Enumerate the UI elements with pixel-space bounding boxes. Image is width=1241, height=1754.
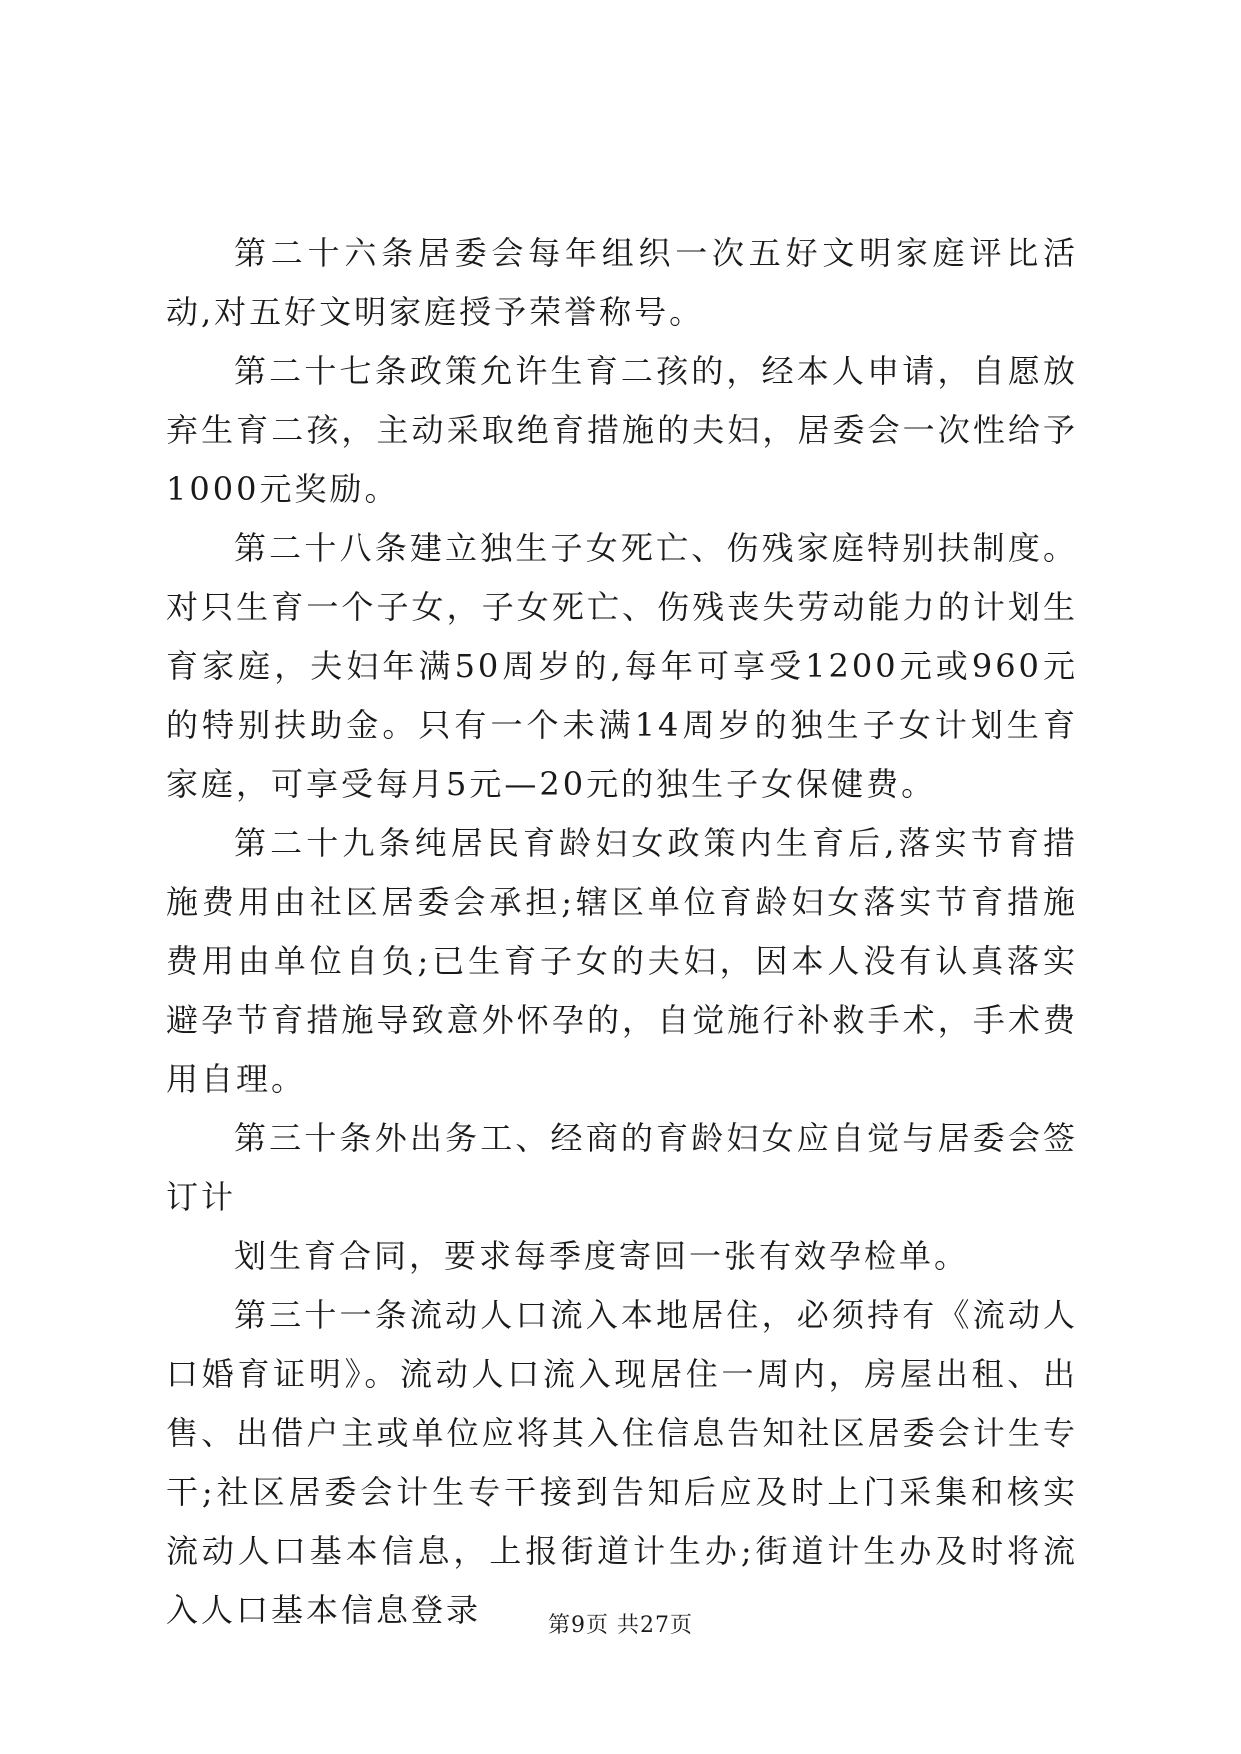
article-30-first-line: 第三十条外出务工、经商的育龄妇女应自觉与居委会签订计: [166, 1119, 1078, 1216]
article-26-paragraph: 第二十六条居委会每年组织一次五好文明家庭评比活动,对五好文明家庭授予荣誉称号。: [166, 234, 1078, 331]
article-30-paragraph: [166, 1109, 1078, 1286]
article-28-paragraph: 第二十八条建立独生子女死亡、伤残家庭特别扶制度。对只生育一个子女，子女死亡、伤残丧失劳动能力的计划生育家庭，夫妇年满50周岁的,每年可享受1200元或960元的特别扶助金。只有一个未满14周岁的独生子女计划生育家庭，可享受每月5元—20元的独生子女保健费。: [166, 529, 1078, 803]
article-27-paragraph: 第二十七条政策允许生育二孩的，经本人申请，自愿放弃生育二孩，主动采取绝育措施的夫妇，居委会一次性给予1000元奖励。: [166, 352, 1078, 508]
article-29-paragraph: 第二十九条纯居民育龄妇女政策内生育后,落实节育措施费用由社区居委会承担;辖区单位育龄妇女落实节育措施费用由单位自负;已生育子女的夫妇，因本人没有认真落实避孕节育措施导致意外怀孕的，自觉施行补救手术，手术费用自理。: [166, 824, 1078, 1098]
article-30-continuation: 划生育合同，要求每季度寄回一张有效孕检单。: [234, 1237, 970, 1275]
page-number-footer: 第9页 共27页: [548, 1613, 693, 1638]
document-body: [166, 224, 1078, 1640]
article-31-paragraph: 第三十一条流动人口流入本地居住，必须持有《流动人口婚育证明》。流动人口流入现居住一周内，房屋出租、出售、出借户主或单位应将其入住信息告知社区居委会计生专干;社区居委会计生专干接到告知后应及时上门采集和核实流动人口基本信息，上报街道计生办;街道计生办及时将流入人口基本信息登录: [166, 1296, 1078, 1629]
